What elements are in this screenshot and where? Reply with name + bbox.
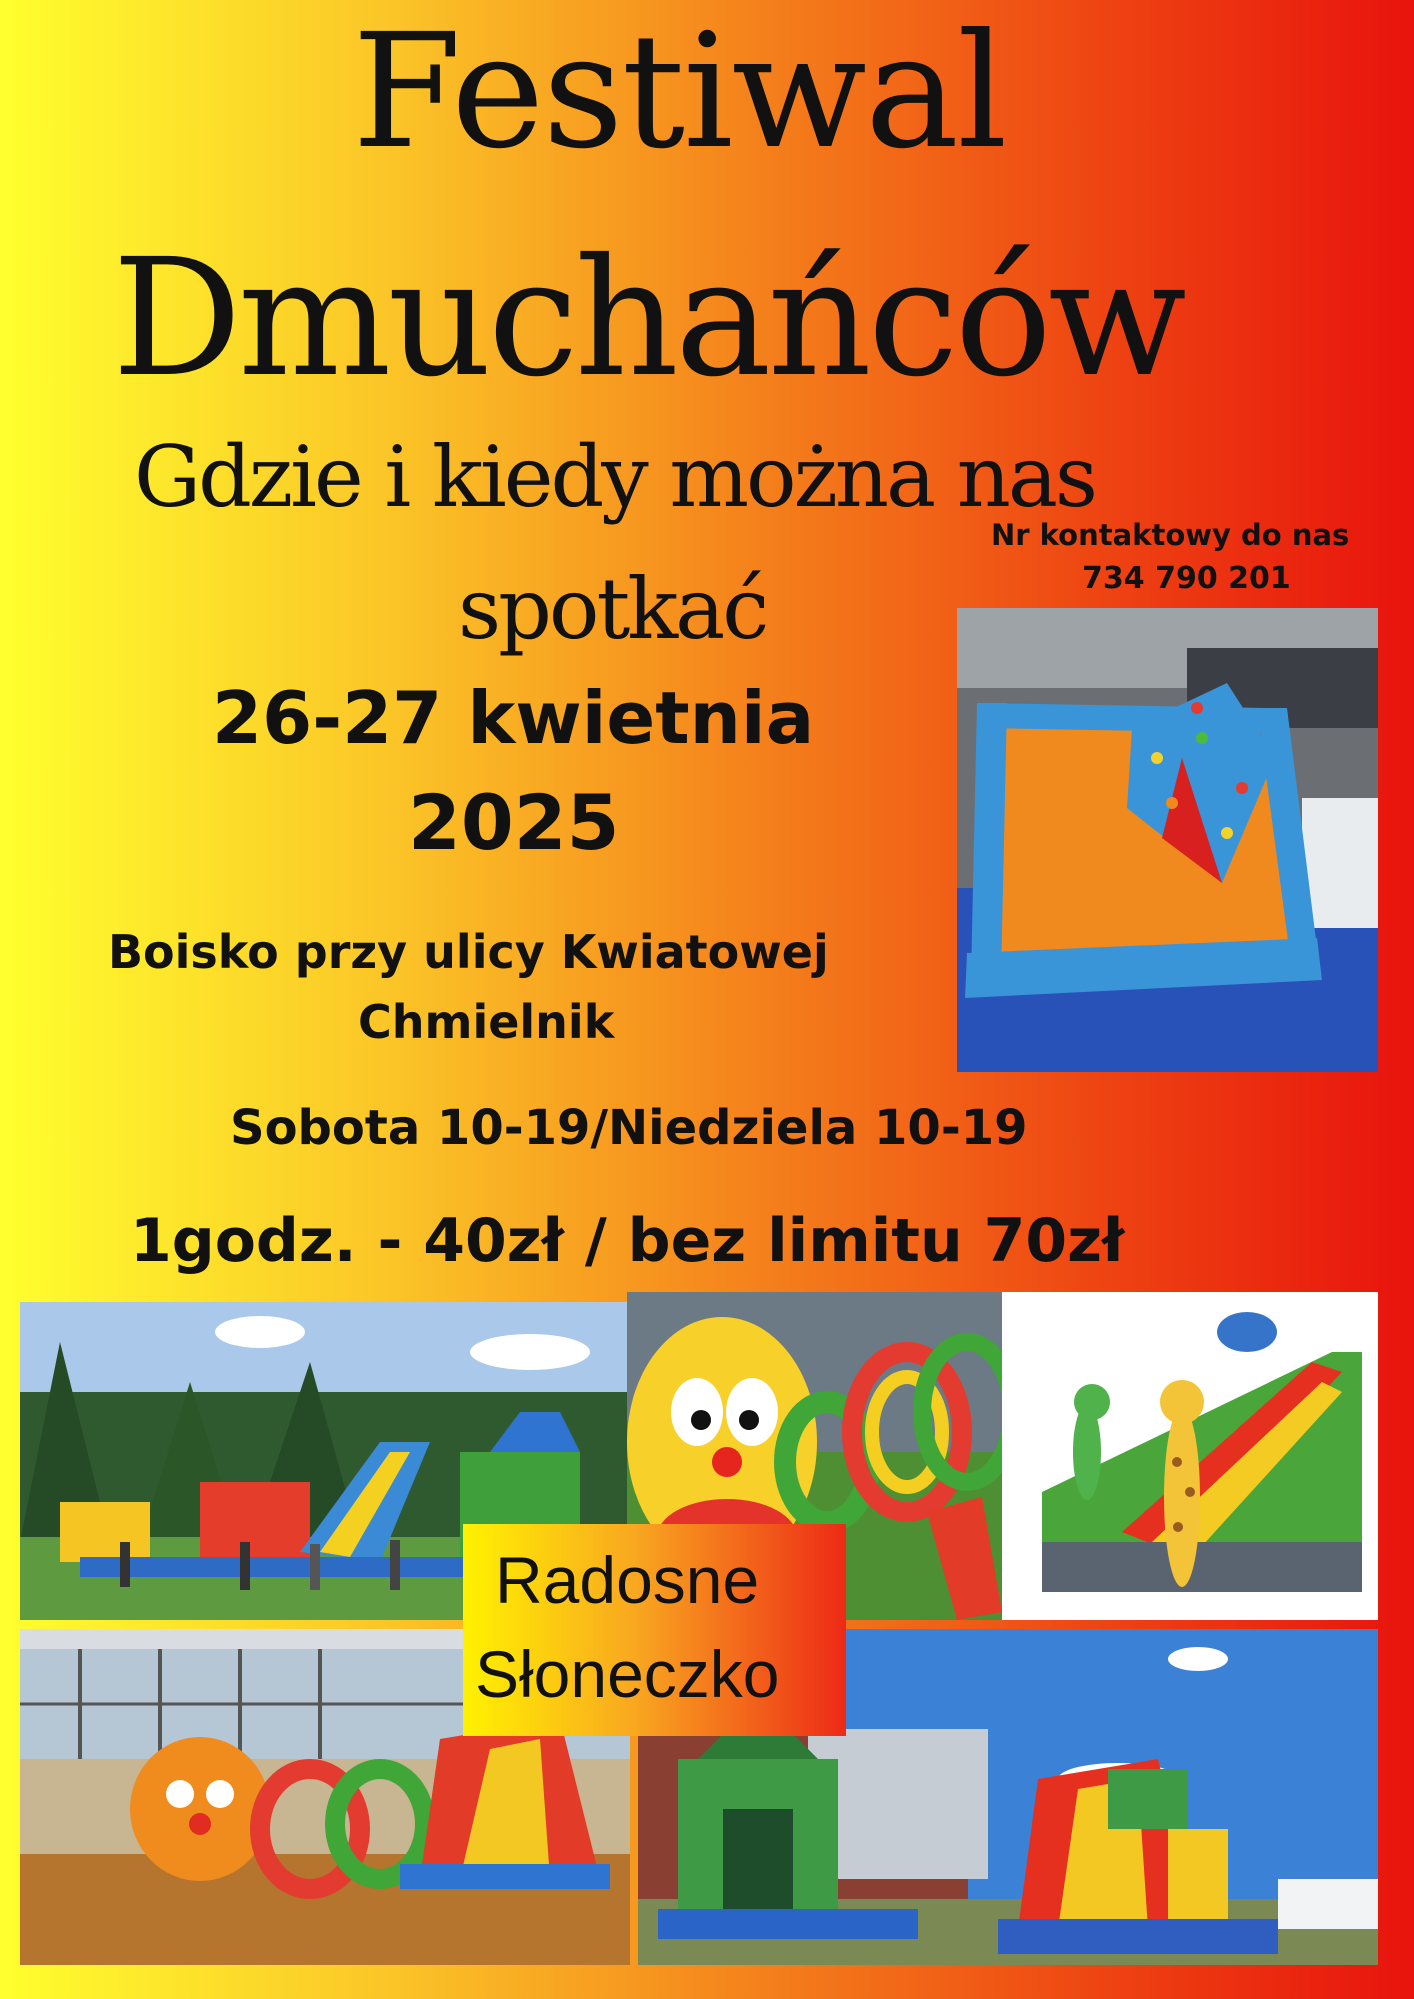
poster-title-line1: Festiwal xyxy=(352,0,1006,184)
climbing-inflatable-photo xyxy=(957,608,1378,1072)
event-date: 26-27 kwietnia xyxy=(212,676,815,760)
subtitle-line1: Gdzie i kiedy można nas xyxy=(134,428,1096,526)
contact-phone: 734 790 201 xyxy=(1082,561,1291,596)
price-list: 1godz. - 40zł / bez limitu 70zł xyxy=(130,1206,1125,1276)
jungle-slide-photo xyxy=(1002,1292,1378,1620)
venue-address: Boisko przy ulicy Kwiatowej xyxy=(108,925,829,979)
venue-city: Chmielnik xyxy=(358,995,615,1049)
event-year: 2025 xyxy=(408,778,620,867)
contact-label: Nr kontaktowy do nas xyxy=(991,518,1350,552)
brand-box xyxy=(463,1524,846,1736)
subtitle-line2: spotkać xyxy=(458,560,767,658)
opening-hours: Sobota 10-19/Niedziela 10-19 xyxy=(230,1100,1028,1156)
brand-name-line2: Słoneczko xyxy=(475,1637,780,1711)
poster-title-line2: Dmuchańców xyxy=(112,225,1183,413)
brand-name-line1: Radosne xyxy=(495,1543,760,1617)
